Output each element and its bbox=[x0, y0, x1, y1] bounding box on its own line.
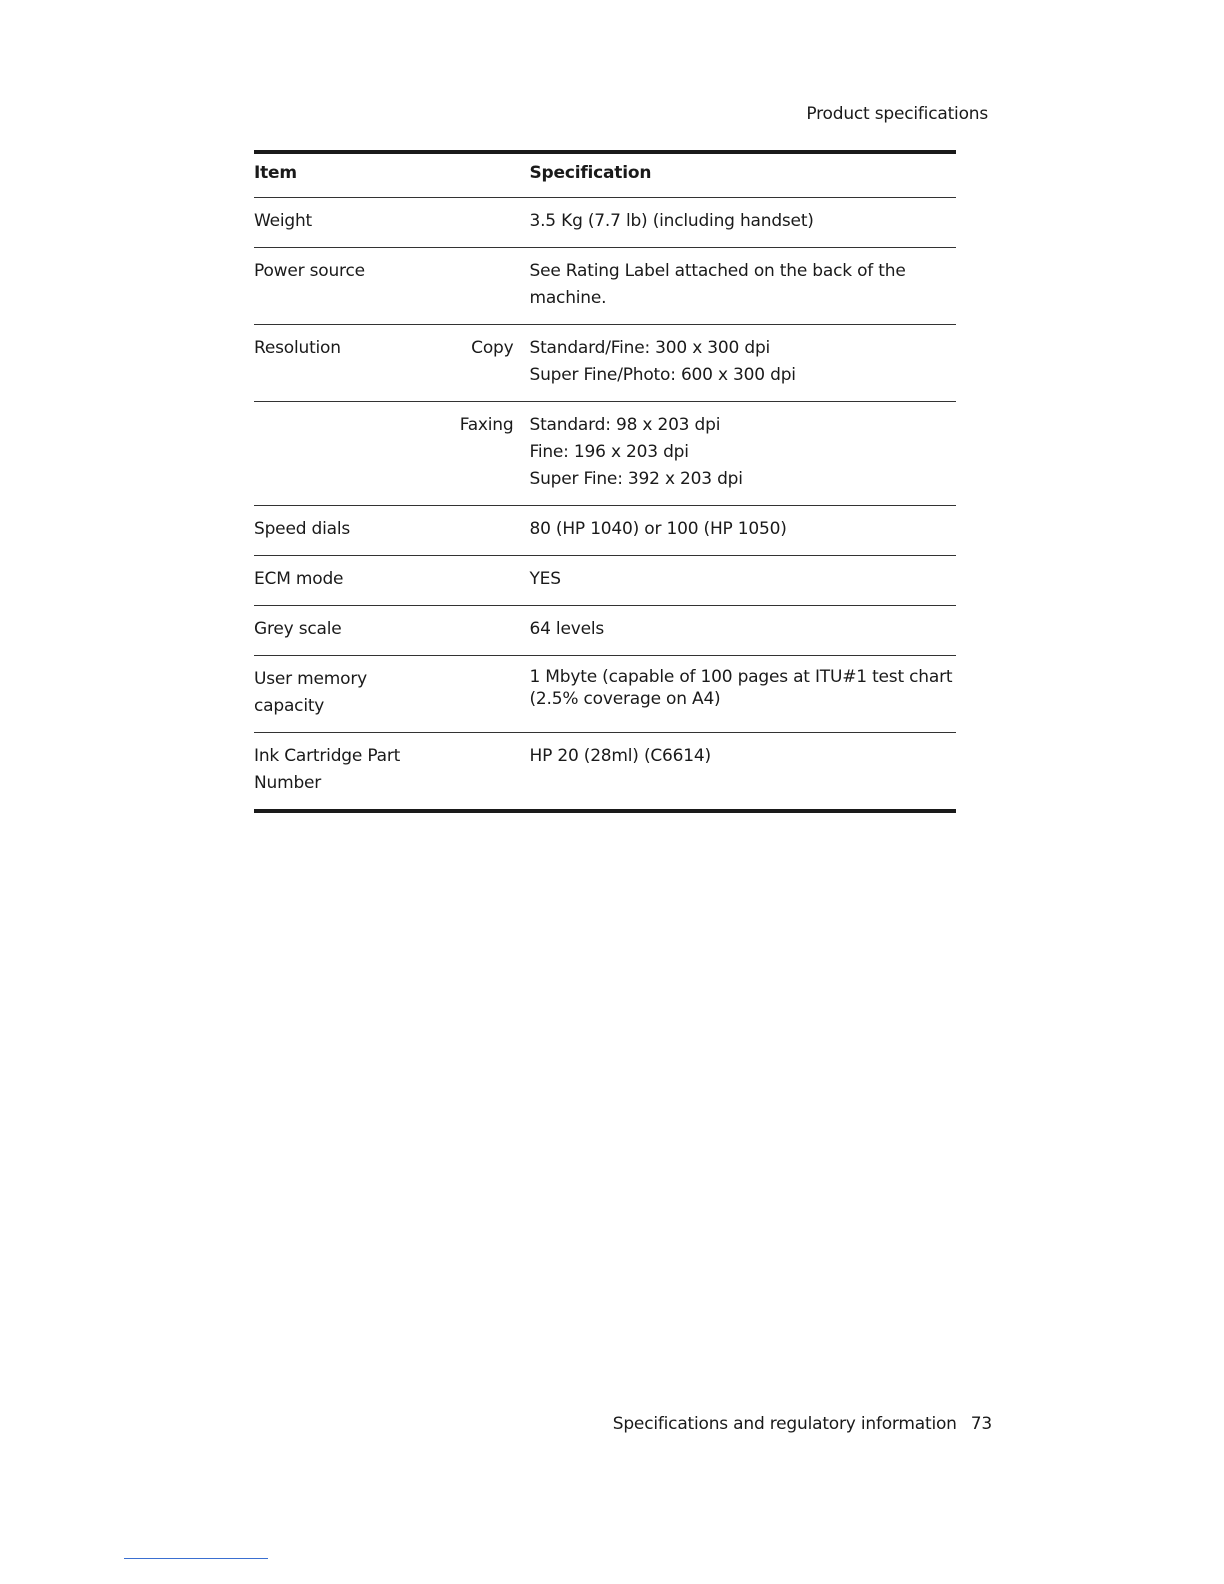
scan-edge-line bbox=[124, 1558, 268, 1559]
spec-line: Super Fine/Photo: 600 x 300 dpi bbox=[529, 365, 796, 385]
spec-line: (2.5% coverage on A4) bbox=[529, 689, 721, 709]
table-row bbox=[254, 402, 956, 506]
row-item-power-source: Power source bbox=[254, 261, 365, 281]
row-item-weight: Weight bbox=[254, 211, 313, 231]
row-sub bbox=[431, 733, 530, 812]
table-row bbox=[254, 606, 956, 656]
row-spec-grey-scale bbox=[529, 606, 956, 656]
row-sub bbox=[431, 556, 530, 606]
running-header: Product specifications bbox=[806, 104, 988, 124]
table-row bbox=[254, 733, 956, 812]
row-item-resolution: Resolution bbox=[254, 338, 341, 358]
column-header-specification: Specification bbox=[529, 163, 652, 183]
table-header-row bbox=[254, 152, 956, 198]
spec-line: 3.5 Kg (7.7 lb) (including handset) bbox=[529, 211, 814, 231]
table-row bbox=[254, 325, 956, 402]
row-item-grey-scale: Grey scale bbox=[254, 619, 342, 639]
row-spec-ink-cartridge bbox=[529, 733, 956, 812]
footer-section-title: Specifications and regulatory information bbox=[612, 1414, 957, 1434]
spec-line: Fine: 196 x 203 dpi bbox=[529, 442, 689, 462]
specifications-table bbox=[254, 150, 956, 813]
row-sub bbox=[431, 606, 530, 656]
spec-line: 1 Mbyte (capable of 100 pages at ITU#1 test chart bbox=[529, 667, 953, 687]
spec-line: Standard: 98 x 203 dpi bbox=[529, 415, 721, 435]
row-spec-ecm-mode bbox=[529, 556, 956, 606]
spec-line: Standard/Fine: 300 x 300 dpi bbox=[529, 338, 771, 358]
table-row bbox=[254, 198, 956, 248]
row-item-speed-dials: Speed dials bbox=[254, 519, 351, 539]
row-spec-resolution-copy bbox=[529, 325, 956, 402]
row-spec-user-memory bbox=[529, 656, 956, 733]
row-sub-faxing: Faxing bbox=[459, 415, 514, 435]
table-row bbox=[254, 656, 956, 733]
row-spec-power-source bbox=[529, 248, 956, 325]
row-spec-speed-dials bbox=[529, 506, 956, 556]
page-number: 73 bbox=[970, 1414, 992, 1434]
row-sub bbox=[431, 656, 530, 733]
row-sub-copy: Copy bbox=[471, 338, 514, 358]
row-spec-weight bbox=[529, 198, 956, 248]
spec-line: Super Fine: 392 x 203 dpi bbox=[529, 469, 743, 489]
spec-line: HP 20 (28ml) (C6614) bbox=[529, 746, 711, 766]
row-item-ecm-mode: ECM mode bbox=[254, 569, 344, 589]
row-sub bbox=[431, 248, 530, 325]
spec-line: See Rating Label attached on the back of the machine. bbox=[529, 261, 906, 308]
table-row bbox=[254, 506, 956, 556]
row-item-user-memory: User memory capacity bbox=[254, 669, 367, 716]
table-row bbox=[254, 556, 956, 606]
row-sub bbox=[431, 506, 530, 556]
row-spec-resolution-faxing bbox=[529, 402, 956, 506]
column-header-item: Item bbox=[254, 163, 297, 183]
row-item-empty bbox=[254, 402, 431, 506]
row-item-ink-cartridge: Ink Cartridge Part Number bbox=[254, 746, 401, 793]
row-sub bbox=[431, 198, 530, 248]
page-footer bbox=[613, 1414, 992, 1434]
spec-line: 80 (HP 1040) or 100 (HP 1050) bbox=[529, 519, 787, 539]
spec-line: YES bbox=[529, 569, 561, 589]
spec-line: 64 levels bbox=[529, 619, 605, 639]
table-row bbox=[254, 248, 956, 325]
